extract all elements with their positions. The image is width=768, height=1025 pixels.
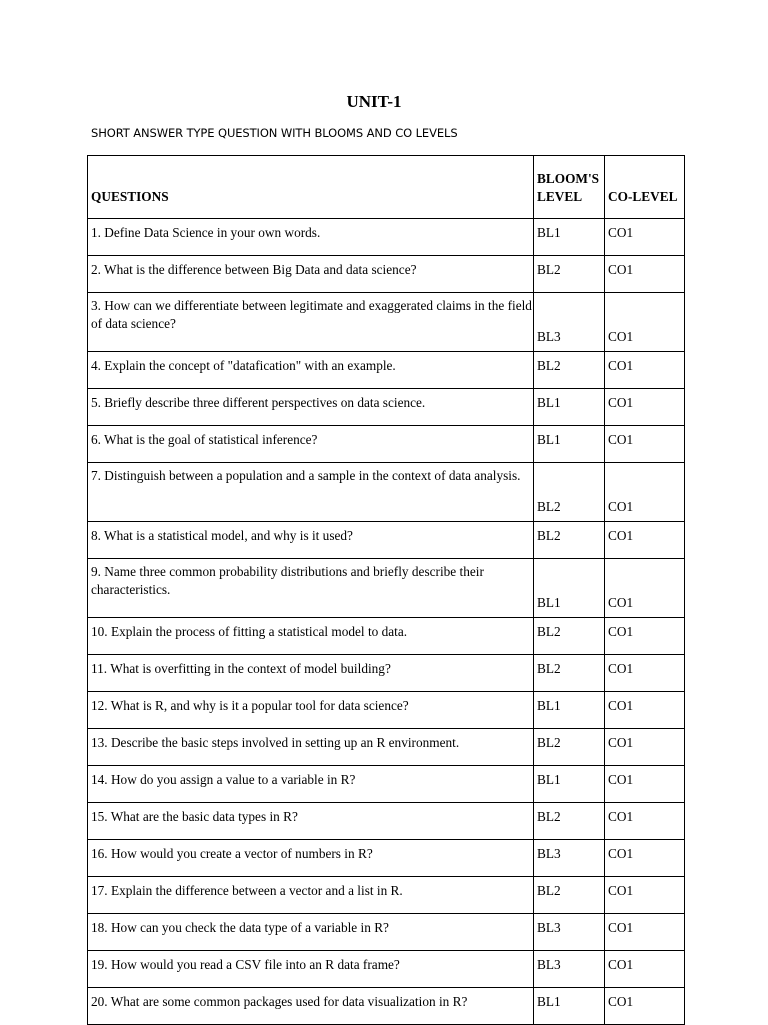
table-row bbox=[88, 293, 685, 352]
question-cell: 18. How can you check the data type of a variable in R? bbox=[88, 914, 534, 951]
co-level-cell: CO1 bbox=[605, 655, 685, 692]
co-level-cell: CO1 bbox=[605, 766, 685, 803]
page-subtitle: SHORT ANSWER TYPE QUESTION WITH BLOOMS AND CO LEVELS bbox=[91, 126, 458, 140]
question-cell: 11. What is overfitting in the context of model building? bbox=[88, 655, 534, 692]
page-title: UNIT-1 bbox=[346, 92, 402, 111]
table-row bbox=[88, 729, 685, 766]
blooms-level-cell: BL1 bbox=[534, 988, 605, 1025]
blooms-level-cell: BL3 bbox=[534, 914, 605, 951]
table-row bbox=[88, 463, 685, 522]
co-level-cell: CO1 bbox=[605, 352, 685, 389]
header-questions: QUESTIONS bbox=[88, 156, 534, 219]
question-cell: 17. Explain the difference between a vector and a list in R. bbox=[88, 877, 534, 914]
question-cell: 13. Describe the basic steps involved in setting up an R environment. bbox=[88, 729, 534, 766]
question-cell: 7. Distinguish between a population and a sample in the context of data analysis. bbox=[88, 463, 534, 522]
question-cell: 2. What is the difference between Big Data and data science? bbox=[88, 256, 534, 293]
table-header-row bbox=[88, 156, 685, 219]
blooms-level-cell: BL1 bbox=[534, 389, 605, 426]
blooms-level-cell: BL1 bbox=[534, 766, 605, 803]
question-cell: 4. Explain the concept of "datafication" with an example. bbox=[88, 352, 534, 389]
question-cell: 9. Name three common probability distributions and briefly describe their characteristics. bbox=[88, 559, 534, 618]
question-cell: 15. What are the basic data types in R? bbox=[88, 803, 534, 840]
blooms-level-cell: BL3 bbox=[534, 293, 605, 352]
question-cell: 20. What are some common packages used for data visualization in R? bbox=[88, 988, 534, 1025]
co-level-cell: CO1 bbox=[605, 951, 685, 988]
table-row bbox=[88, 256, 685, 293]
co-level-cell: CO1 bbox=[605, 559, 685, 618]
co-level-cell: CO1 bbox=[605, 389, 685, 426]
table-row bbox=[88, 618, 685, 655]
blooms-level-cell: BL1 bbox=[534, 426, 605, 463]
questions-table-body bbox=[88, 219, 685, 1025]
co-level-cell: CO1 bbox=[605, 219, 685, 256]
blooms-level-cell: BL2 bbox=[534, 877, 605, 914]
table-row bbox=[88, 951, 685, 988]
header-blooms-level bbox=[534, 156, 605, 219]
co-level-cell: CO1 bbox=[605, 426, 685, 463]
table-row bbox=[88, 840, 685, 877]
table-row bbox=[88, 522, 685, 559]
blooms-level-cell: BL2 bbox=[534, 463, 605, 522]
co-level-cell: CO1 bbox=[605, 988, 685, 1025]
co-level-cell: CO1 bbox=[605, 877, 685, 914]
table-row bbox=[88, 559, 685, 618]
question-cell: 14. How do you assign a value to a variable in R? bbox=[88, 766, 534, 803]
table-row bbox=[88, 914, 685, 951]
co-level-cell: CO1 bbox=[605, 914, 685, 951]
table-row bbox=[88, 766, 685, 803]
question-cell: 5. Briefly describe three different perspectives on data science. bbox=[88, 389, 534, 426]
blooms-level-cell: BL1 bbox=[534, 559, 605, 618]
blooms-level-cell: BL3 bbox=[534, 840, 605, 877]
question-cell: 6. What is the goal of statistical inference? bbox=[88, 426, 534, 463]
question-cell: 19. How would you read a CSV file into an R data frame? bbox=[88, 951, 534, 988]
blooms-level-cell: BL2 bbox=[534, 655, 605, 692]
co-level-cell: CO1 bbox=[605, 692, 685, 729]
blooms-level-cell: BL2 bbox=[534, 618, 605, 655]
table-row bbox=[88, 692, 685, 729]
blooms-level-cell: BL3 bbox=[534, 951, 605, 988]
header-blooms-line1: BLOOM'S bbox=[537, 171, 600, 186]
question-cell: 8. What is a statistical model, and why is it used? bbox=[88, 522, 534, 559]
questions-table bbox=[87, 155, 685, 1025]
co-level-cell: CO1 bbox=[605, 463, 685, 522]
co-level-cell: CO1 bbox=[605, 840, 685, 877]
co-level-cell: CO1 bbox=[605, 256, 685, 293]
co-level-cell: CO1 bbox=[605, 803, 685, 840]
blooms-level-cell: BL2 bbox=[534, 256, 605, 293]
header-co-level: CO-LEVEL bbox=[605, 156, 685, 219]
table-row bbox=[88, 219, 685, 256]
table-row bbox=[88, 352, 685, 389]
co-level-cell: CO1 bbox=[605, 729, 685, 766]
blooms-level-cell: BL1 bbox=[534, 692, 605, 729]
question-cell: 10. Explain the process of fitting a statistical model to data. bbox=[88, 618, 534, 655]
table-row bbox=[88, 389, 685, 426]
table-row bbox=[88, 877, 685, 914]
header-blooms-line2: LEVEL bbox=[537, 189, 583, 204]
blooms-level-cell: BL2 bbox=[534, 729, 605, 766]
question-cell: 12. What is R, and why is it a popular tool for data science? bbox=[88, 692, 534, 729]
table-row bbox=[88, 988, 685, 1025]
co-level-cell: CO1 bbox=[605, 618, 685, 655]
co-level-cell: CO1 bbox=[605, 293, 685, 352]
blooms-level-cell: BL2 bbox=[534, 522, 605, 559]
blooms-level-cell: BL1 bbox=[534, 219, 605, 256]
question-cell: 3. How can we differentiate between legitimate and exaggerated claims in the field of data science? bbox=[88, 293, 534, 352]
table-row bbox=[88, 655, 685, 692]
question-cell: 1. Define Data Science in your own words. bbox=[88, 219, 534, 256]
table-row bbox=[88, 426, 685, 463]
table-row bbox=[88, 803, 685, 840]
blooms-level-cell: BL2 bbox=[534, 803, 605, 840]
co-level-cell: CO1 bbox=[605, 522, 685, 559]
question-cell: 16. How would you create a vector of numbers in R? bbox=[88, 840, 534, 877]
blooms-level-cell: BL2 bbox=[534, 352, 605, 389]
